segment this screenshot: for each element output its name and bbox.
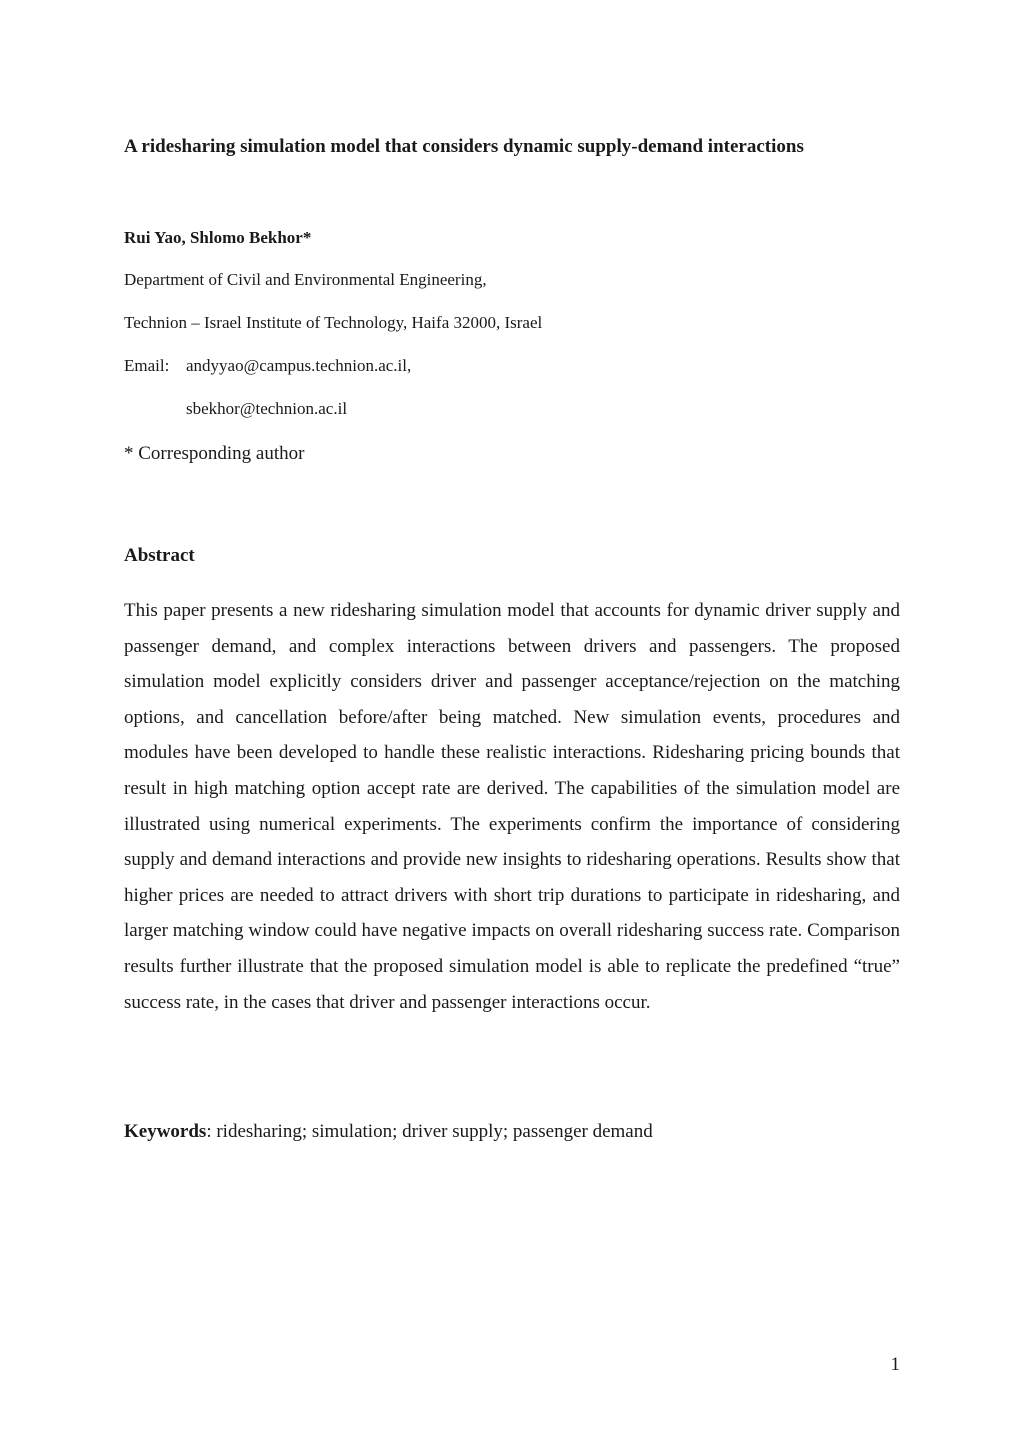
abstract-heading: Abstract	[124, 545, 195, 566]
email-label: Email:	[124, 356, 170, 375]
email-row-2	[124, 397, 347, 421]
keywords-label: Keywords	[124, 1121, 207, 1142]
author-list: Rui Yao, Shlomo Bekhor*	[124, 228, 312, 247]
corresponding-author-note: * Corresponding author	[124, 443, 305, 464]
keywords-line	[124, 1119, 653, 1145]
email-row-1	[124, 354, 411, 378]
page-number: 1	[890, 1354, 900, 1375]
paper-title: A ridesharing simulation model that considers dynamic supply-demand interactions	[124, 136, 804, 157]
affiliation-institution: Technion – Israel Institute of Technology, Haifa 32000, Israel	[124, 313, 543, 332]
email-address-1: andyyao@campus.technion.ac.il,	[186, 356, 412, 375]
email-address-2: sbekhor@technion.ac.il	[186, 399, 348, 418]
abstract-text: This paper presents a new ridesharing simulation model that accounts for dynamic driver supply and passenger demand, and complex interactions between drivers and passengers. The proposed simulation model explicitly considers driver and passenger acceptance/rejection on the matching options, and cancellation before/after being matched. New simulation events, procedures and modules have been developed to handle these realistic interactions. Ridesharing pricing bounds that result in high matching option accept rate are derived. The capabilities of the simulation model are illustrated using numerical experiments. The experiments confirm the importance of considering supply and demand interactions and provide new insights to ridesharing operations. Results show that higher prices are needed to attract drivers with short trip durations to participate in ridesharing, and larger matching window could have negative impacts on overall ridesharing success rate. Comparison results further illustrate that the proposed simulation model is able to replicate the predefined “true” success rate, in the cases that driver and passenger interactions occur.	[124, 600, 900, 1013]
keywords-list: : ridesharing; simulation; driver supply; passenger demand	[206, 1121, 653, 1142]
affiliation-department: Department of Civil and Environmental Engineering,	[124, 270, 487, 289]
